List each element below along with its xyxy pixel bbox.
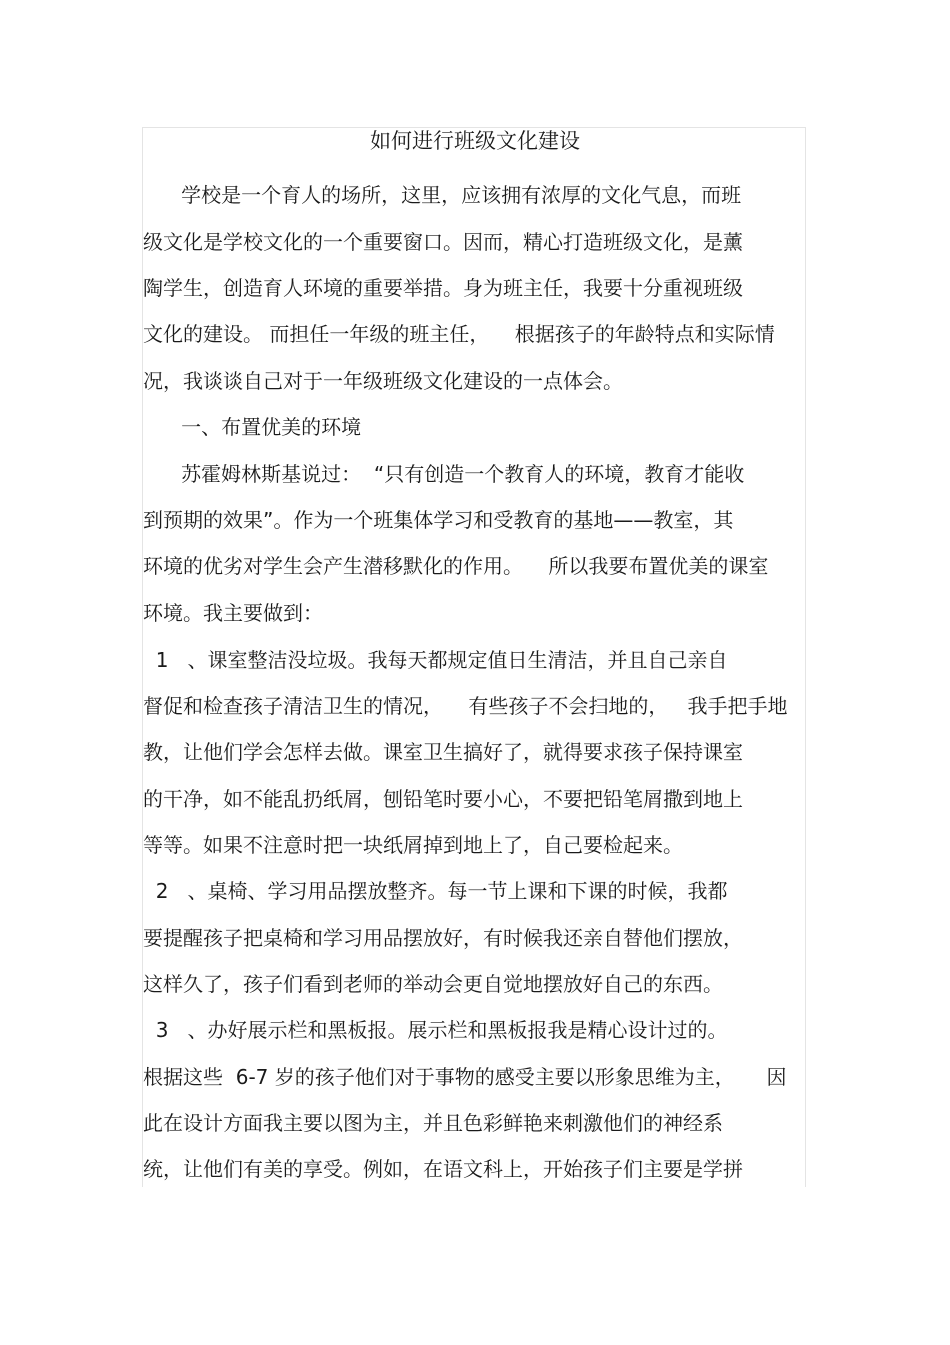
text-line: 统，让他们有美的享受。例如，在语文科上，开始孩子们主要是学拼 — [143, 1157, 743, 1181]
text-line: 教，让他们学会怎样去做。课室卫生搞好了，就得要求孩子保持课室 — [143, 740, 743, 764]
text-line: 况，我谈谈自己对于一年级班级文化建设的一点体会。 — [143, 369, 623, 393]
text-line: 学校是一个育人的场所，这里，应该拥有浓厚的文化气息，而班 — [143, 183, 742, 207]
text-line: 根据这些 6-7 岁的孩子他们对于事物的感受主要以形象思维为主， 因 — [143, 1065, 787, 1089]
text-line: 级文化是学校文化的一个重要窗口。因而，精心打造班级文化，是薰 — [143, 230, 743, 254]
text-line: 等等。如果不注意时把一块纸屑掉到地上了，自己要检起来。 — [143, 833, 683, 857]
list-item-3: 3 、办好展示栏和黑板报。展示栏和黑板报我是精心设计过的。 — [143, 1018, 728, 1042]
text-line: 到预期的效果”。作为一个班集体学习和受教育的基地——教室，其 — [143, 508, 734, 532]
text-line: 督促和检查孩子清洁卫生的情况， 有些孩子不会扫地的， 我手把手地 — [143, 694, 788, 718]
text-line: 文化的建设。 而担任一年级的班主任， 根据孩子的年龄特点和实际情 — [143, 322, 775, 346]
section-heading: 一、布置优美的环境 — [143, 415, 362, 439]
text-line: 环境的优劣对学生会产生潜移默化的作用。 所以我要布置优美的课室 — [143, 554, 769, 578]
text-line: 要提醒孩子把桌椅和学习用品摆放好，有时候我还亲自替他们摆放， — [143, 926, 743, 950]
text-line: 此在设计方面我主要以图为主，并且色彩鲜艳来刺激他们的神经系 — [143, 1111, 723, 1135]
text-line: 的干净，如不能乱扔纸屑，刨铅笔时要小心，不要把铅笔屑撒到地上 — [143, 787, 743, 811]
list-item-1: 1 、课室整洁没垃圾。我每天都规定值日生清洁，并且自己亲自 — [143, 648, 728, 672]
text-line: 苏霍姆林斯基说过： “只有创造一个教育人的环境，教育才能收 — [143, 462, 745, 486]
list-item-2: 2 、桌椅、学习用品摆放整齐。每一节上课和下课的时候，我都 — [143, 879, 728, 903]
text-line: 陶学生，创造育人环境的重要举措。身为班主任，我要十分重视班级 — [143, 276, 743, 300]
text-line: 这样久了，孩子们看到老师的举动会更自觉地摆放好自己的东西。 — [143, 972, 723, 996]
document-title: 如何进行班级文化建设 — [370, 129, 580, 153]
text-line: 环境。我主要做到： — [143, 601, 323, 625]
